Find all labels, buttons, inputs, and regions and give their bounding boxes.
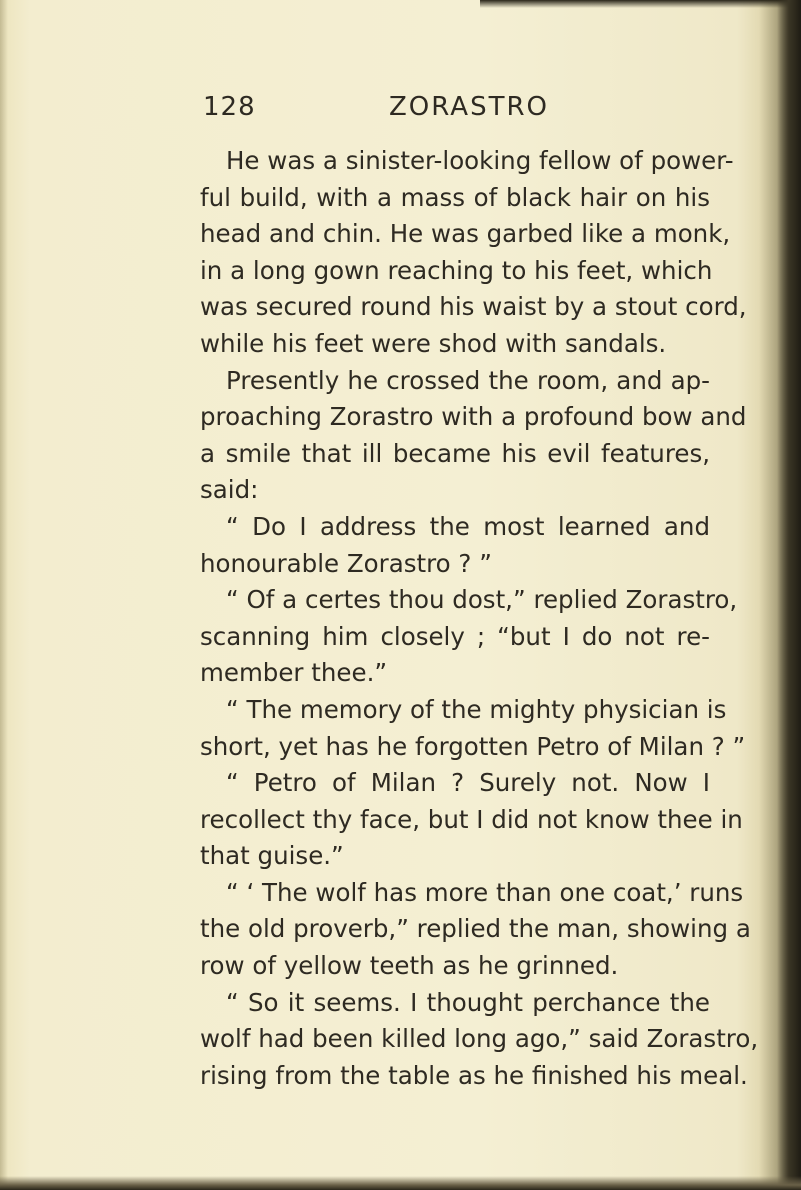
text-line: “ Of a certes thou dost,” replied Zorastro, [226,585,738,615]
running-title: ZORASTRO [389,92,549,122]
text-line: head and chin. He was garbed like a monk, [200,219,731,249]
text-line: member thee.” [200,658,388,688]
text-line: wolf had been killed long ago,” said Zorastro, [200,1024,759,1054]
text-line: He was a sinister-looking fellow of power- [226,146,734,175]
text-line: that guise.” [200,841,344,871]
text-line: “ The memory of the mighty physician is [226,694,727,724]
text-line: short, yet has he forgotten Petro of Milan ? ” [200,731,746,761]
text-line: Presently he crossed the room, and ap- [226,365,710,395]
text-line: “ So it seems. I thought perchance the [226,987,710,1017]
page-top-edge [480,0,801,8]
text-line: “ ‘ The wolf has more than one coat,’ runs [226,877,744,907]
text-line: ful build, with a mass of black hair on his [200,182,710,212]
text-line: said: [200,475,259,505]
text-line: “ Petro of Milan ? Surely not. Now I [226,768,710,798]
text-line: was secured round his waist by a stout cord, [200,292,747,322]
text-line: honourable Zorastro ? ” [200,548,492,578]
page-left-shadow [0,0,8,1190]
text-line: proaching Zorastro with a profound bow and [200,402,747,432]
page-bottom-edge [0,1176,801,1190]
text-line: the old proverb,” replied the man, showing a [200,914,751,944]
text-line: scanning him closely ; “but I do not re- [200,621,710,651]
page-number: 128 [203,92,256,122]
text-line: rising from the table as he finished his meal. [200,1060,748,1090]
text-line: in a long gown reaching to his feet, which [200,255,713,285]
page-header [203,91,623,123]
text-line: row of yellow teeth as he grinned. [200,951,619,981]
text-line: “ Do I address the most learned and [226,511,710,541]
body-text [200,143,759,1094]
text-line: while his feet were shod with sandals. [200,328,667,358]
book-gutter-edge [759,0,801,1190]
text-line: a smile that ill became his evil features, [200,438,710,468]
text-line: recollect thy face, but I did not know thee in [200,804,743,834]
